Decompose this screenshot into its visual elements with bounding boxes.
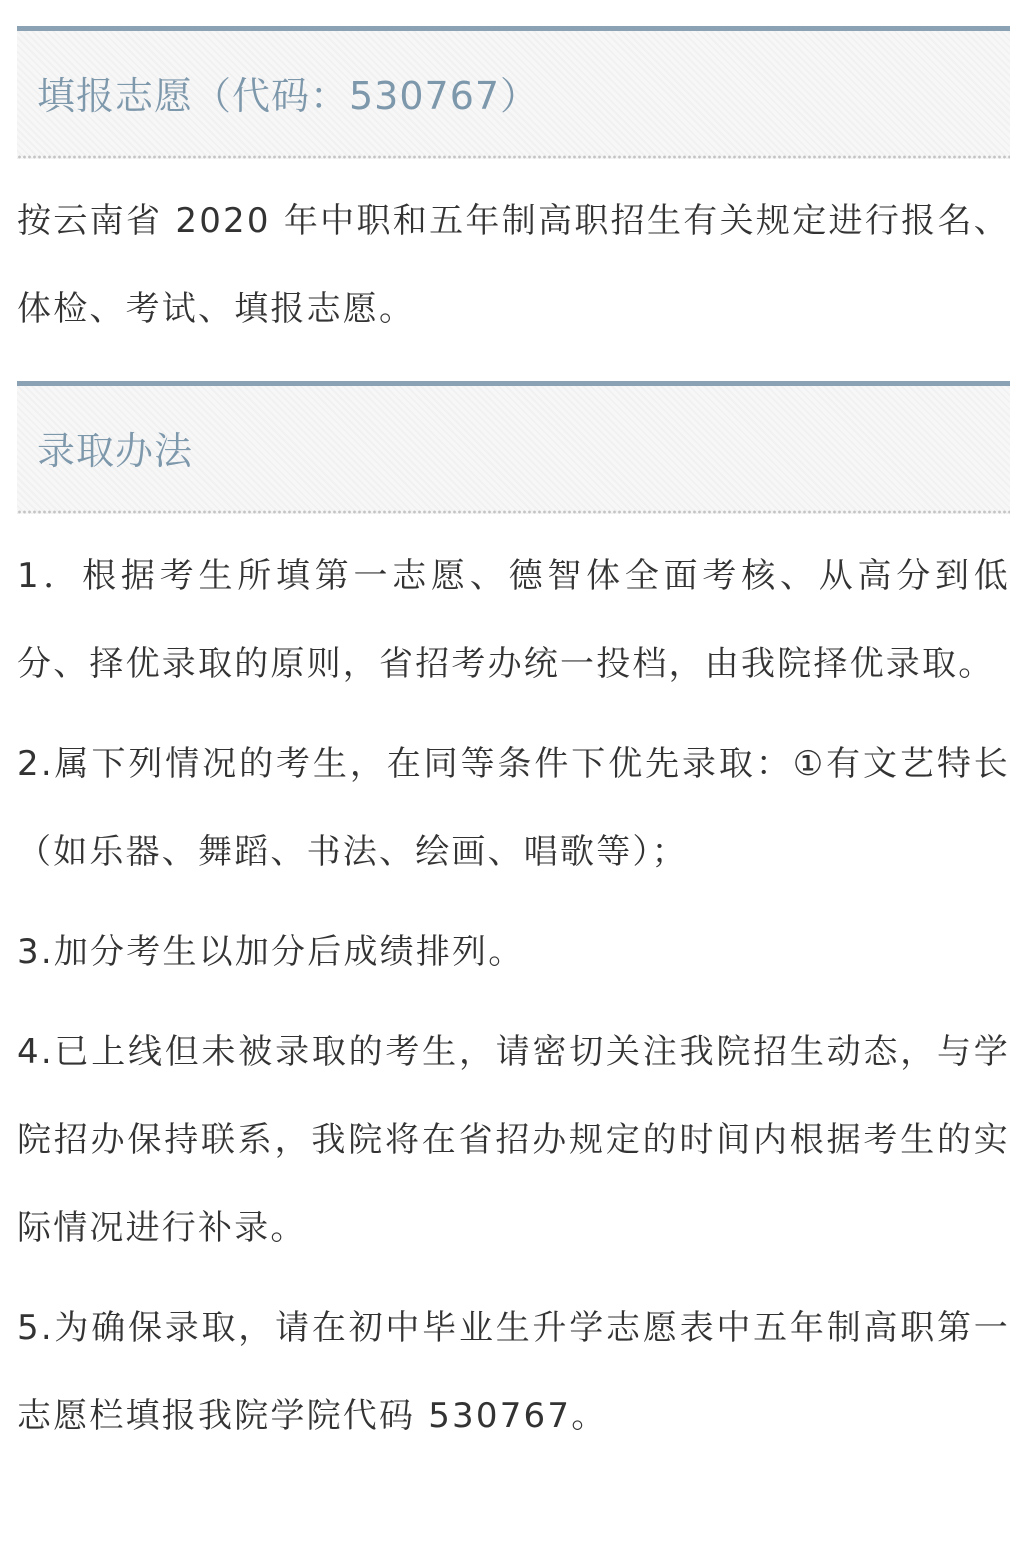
article: [17, 26, 1010, 1460]
section-admission-rules: [17, 381, 1010, 1460]
section-body: [17, 514, 1010, 1460]
rule-item-3: 3.加分考生以加分后成绩排列。: [17, 932, 525, 972]
section-title-application: 填报志愿（代码：530767）: [37, 74, 540, 118]
section-title-admission: 录取办法: [37, 429, 194, 473]
rule-item-2: 2.属下列情况的考生，在同等条件下优先录取：①有文艺特长（如乐器、舞蹈、书法、绘画、唱歌等）；: [17, 744, 1010, 872]
section-enrollment-application: [17, 26, 1010, 381]
section-header: [17, 26, 1010, 159]
section-body: [17, 159, 1010, 381]
rule-item-5: 5.为确保录取，请在初中毕业生升学志愿表中五年制高职第一志愿栏填报我院学院代码 530767。: [17, 1308, 1010, 1436]
paragraph: 按云南省 2020 年中职和五年制高职招生有关规定进行报名、体检、考试、填报志愿。: [17, 201, 1011, 329]
rule-item-4: 4.已上线但未被录取的考生，请密切关注我院招生动态，与学院招办保持联系，我院将在省招办规定的时间内根据考生的实际情况进行补录。: [17, 1032, 1010, 1248]
rule-item-1: 1．根据考生所填第一志愿、德智体全面考核、从高分到低分、择优录取的原则，省招考办统一投档，由我院择优录取。: [17, 556, 1010, 684]
section-header: [17, 381, 1010, 514]
